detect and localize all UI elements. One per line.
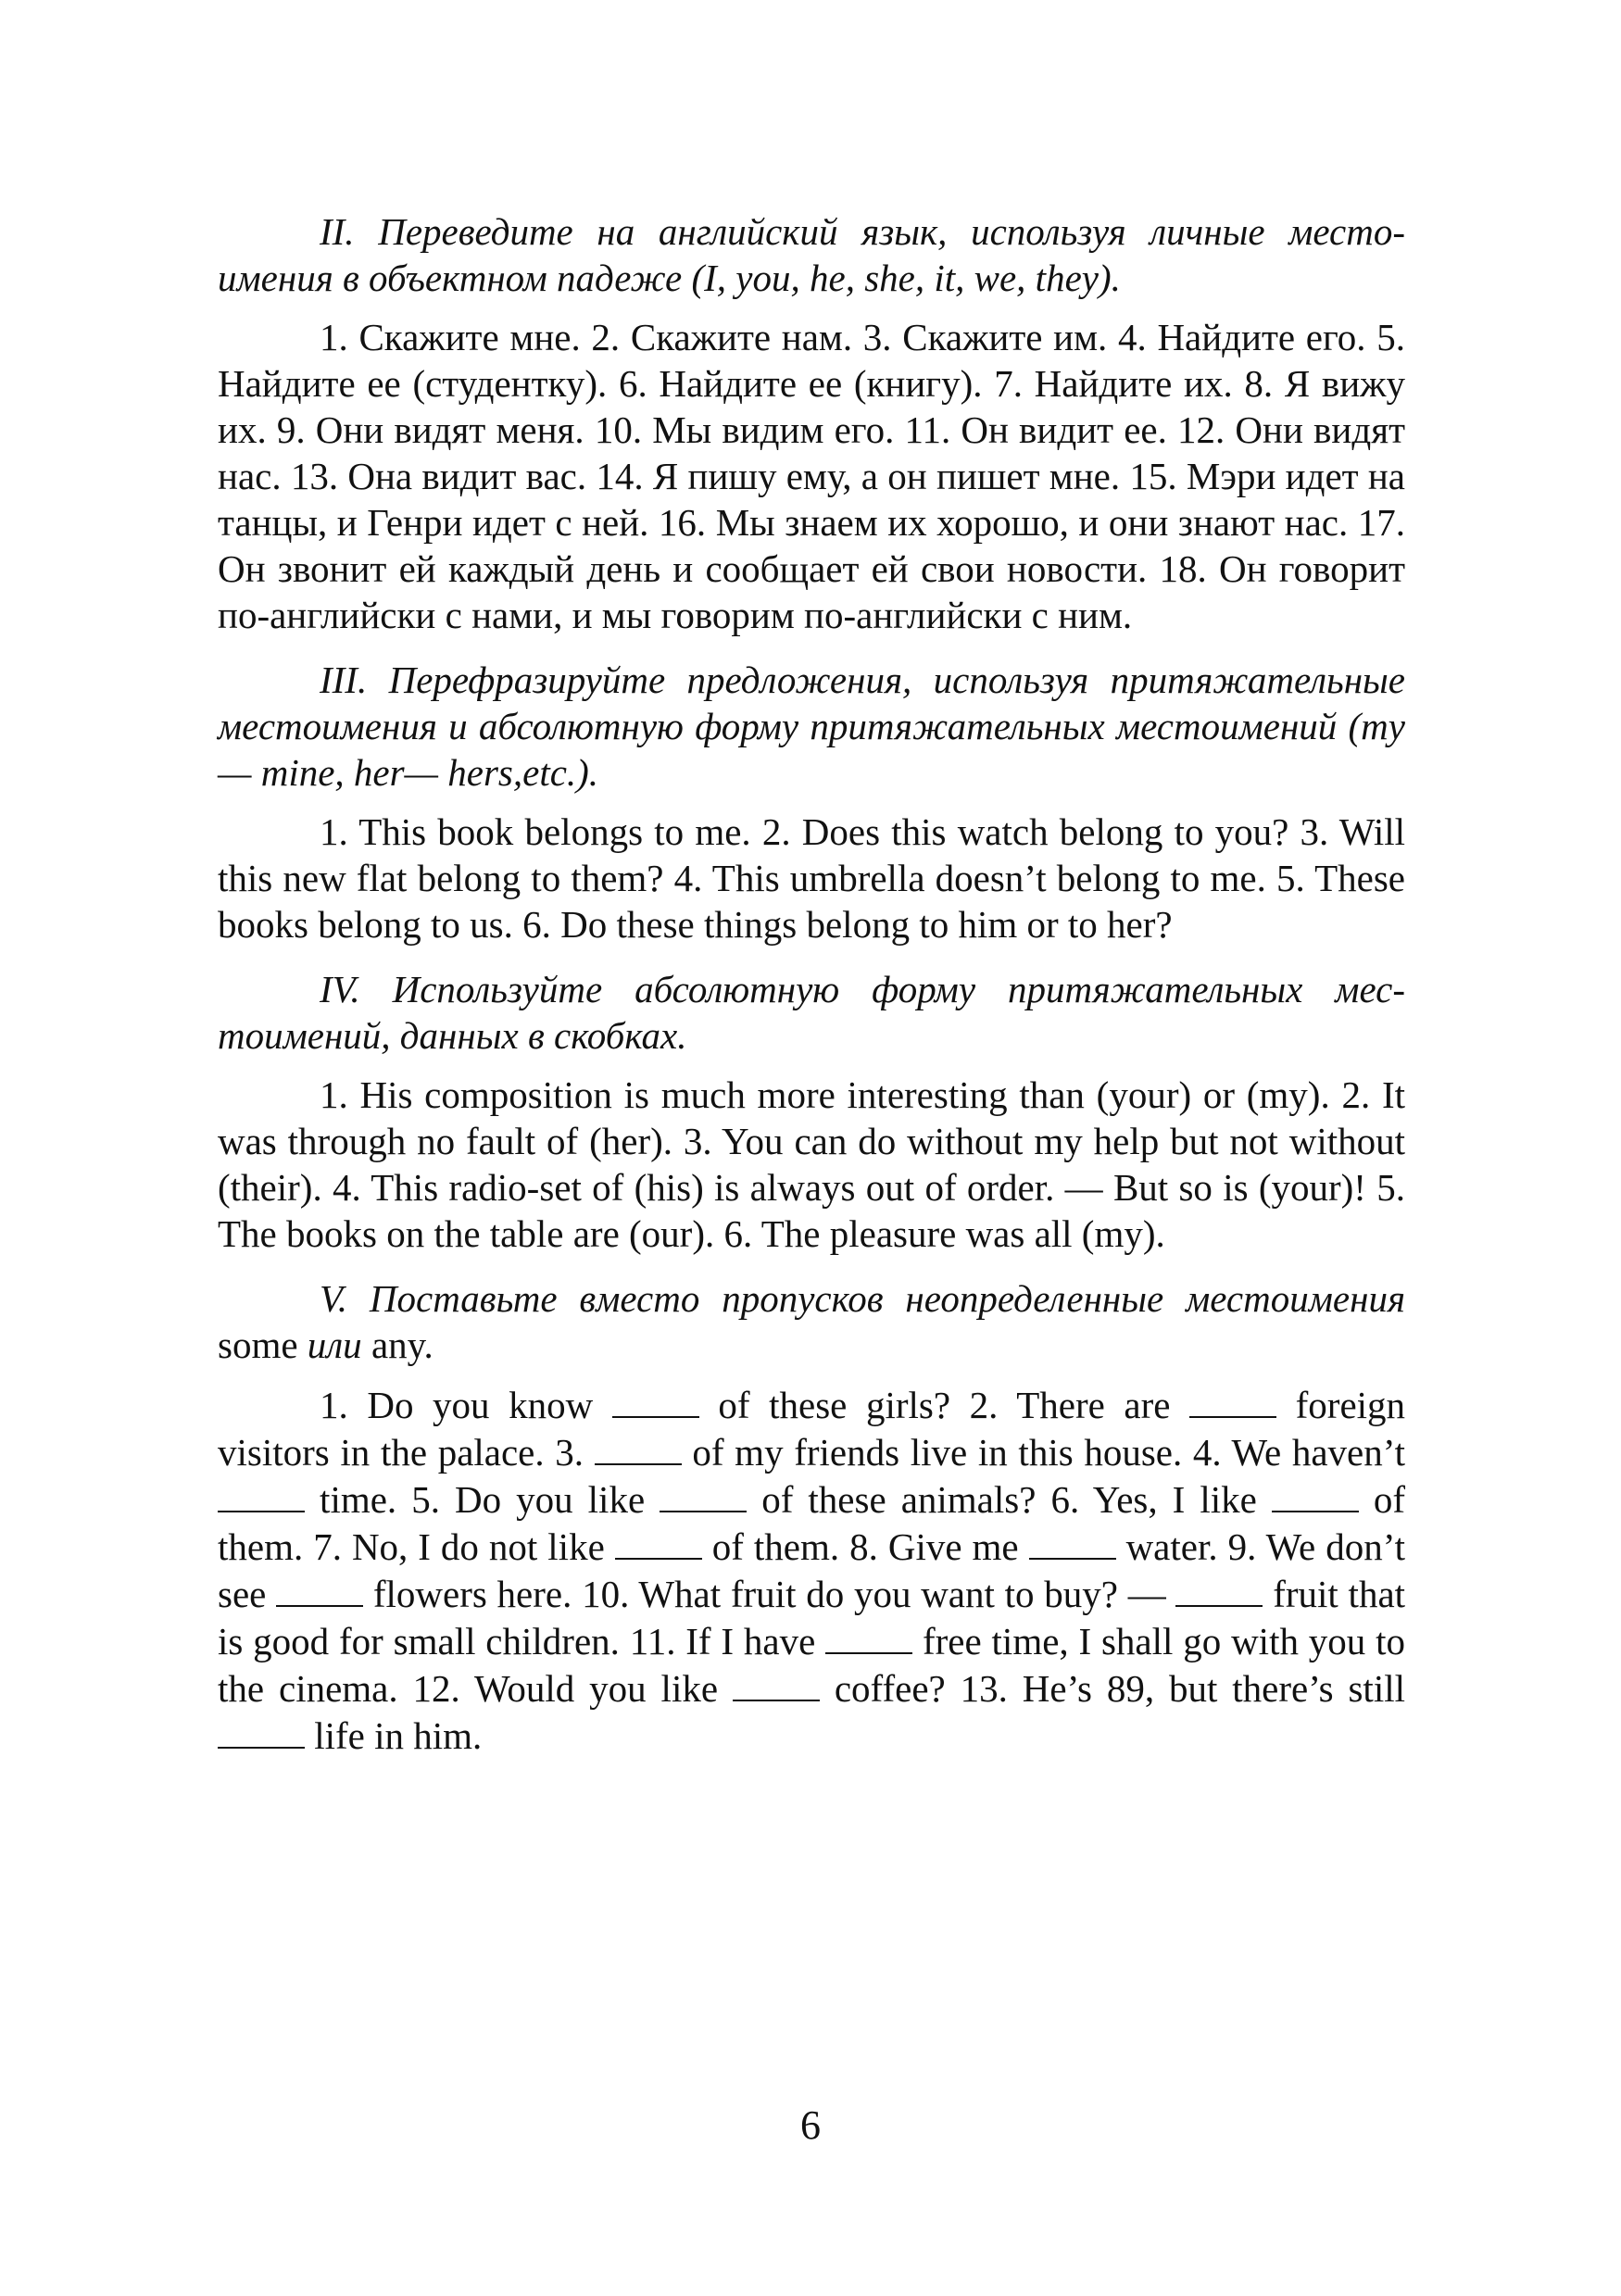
exercise-5-text-segment: of these girls? 2. There are (718, 1384, 1171, 1426)
exercise-5-heading-text: V. Поставьте вместо пропусков неопределенные местоимения (320, 1277, 1405, 1320)
exercise-5-text-segment: fruit that is good for small children. 11. If I have (218, 1573, 1406, 1662)
fill-in-blank (660, 1475, 747, 1512)
exercise-5-text-segment: of these animals? 6. Yes, I like (761, 1478, 1257, 1521)
exercise-2 (218, 208, 1405, 638)
exercise-5-heading (218, 1275, 1405, 1368)
fill-in-blank (276, 1570, 363, 1607)
exercise-5-text-segment: time. 5. Do you like (320, 1478, 646, 1521)
exercise-3-body: 1. This book belongs to me. 2. Does this watch belong to you? 3. Will this new flat belong to them? 4. This umbrella doesn’t belong to me. 5. These books belong to us. 6. Do these things belong to him or to her? (218, 810, 1405, 946)
fill-in-blank (1175, 1570, 1263, 1607)
exercise-5-heading-any: any. (371, 1324, 434, 1366)
exercise-5-text-segment: life in him. (314, 1714, 483, 1757)
exercise-3-heading: III. Перефразируйте предложения, используя притяжательные местоимения и абсолютную форму притяжательных местоимений (my — mine, her— hers,etc.). (218, 659, 1405, 794)
fill-in-blank (825, 1617, 912, 1654)
exercise-5-text-segment: of them. 8. Give me (711, 1525, 1019, 1568)
exercise-5-text-segment: of my friends live in this house. 4. We haven’t (692, 1431, 1406, 1474)
exercise-5-text-segment: flowers here. 10. What fruit do you want to buy? — (372, 1573, 1166, 1615)
page-number: 6 (800, 2102, 821, 2148)
fill-in-blank (1189, 1381, 1276, 1418)
fill-in-blank (612, 1381, 699, 1418)
fill-in-blank (733, 1664, 820, 1701)
exercise-5 (218, 1275, 1405, 1759)
exercise-4-body: 1. His composition is much more interesting than (your) or (my). 2. It was through no fault of (her). 3. You can do without my help but not without (their). 4. This radio-set of (his) is always out of order. — But so is (your)! 5. The books on the table are (our). 6. The pleasure was all (my). (218, 1073, 1405, 1255)
document-page (218, 208, 1405, 1777)
exercise-5-body (218, 1381, 1405, 1759)
exercise-2-heading: II. Переведите на английский язык, используя личные местоимения в объектном падеже (I, you, he, she, it, we, they). (218, 210, 1405, 299)
exercise-3 (218, 657, 1405, 947)
exercise-5-text-segment: water. 9. We don’t see (218, 1525, 1405, 1615)
fill-in-blank (218, 1712, 305, 1749)
exercise-5-text-segment: of them. 7. No, I do not like (218, 1478, 1406, 1568)
exercise-5-heading-or: или (307, 1324, 362, 1366)
exercise-2-body: 1. Скажите мне. 2. Скажите нам. 3. Скажите им. 4. Найдите его. 5. Найдите ее (студентку). 6. Найдите ее (книгу). 7. Найдите их. 8. Я вижу их. 9. Они видят меня. 10. Мы видим его. 11. Он видит ее. 12. Они видят нас. 13. Она видит вас. 14. Я пишу ему, а он пишет мне. 15. Мэри идет на танцы, и Генри идет с ней. 16. Мы знаем их хорошо, и они знают нас. 17. Он звонит ей каждый день и сообщает ей свои новости. 18. Он говорит по-английски с нами, и мы говорим по-английски с ним. (218, 316, 1405, 636)
exercise-5-heading-some: some (218, 1324, 298, 1366)
exercise-5-text-segment: coffee? 13. He’s 89, but there’s still (834, 1667, 1405, 1710)
exercise-5-text-segment: 1. Do you know (320, 1384, 594, 1426)
fill-in-blank (1029, 1523, 1116, 1560)
exercise-5-text-segment: foreign visitors in the palace. 3. (218, 1384, 1406, 1474)
fill-in-blank (595, 1428, 682, 1465)
exercise-5-text-segment: free time, I shall go with you to the cinema. 12. Would you like (218, 1620, 1406, 1710)
fill-in-blank (218, 1475, 305, 1512)
fill-in-blank (615, 1523, 702, 1560)
exercise-4-heading: IV. Используйте абсолютную форму притяжательных местоимений, данных в скобках. (218, 968, 1405, 1057)
fill-in-blank (1272, 1475, 1359, 1512)
exercise-4 (218, 966, 1405, 1257)
